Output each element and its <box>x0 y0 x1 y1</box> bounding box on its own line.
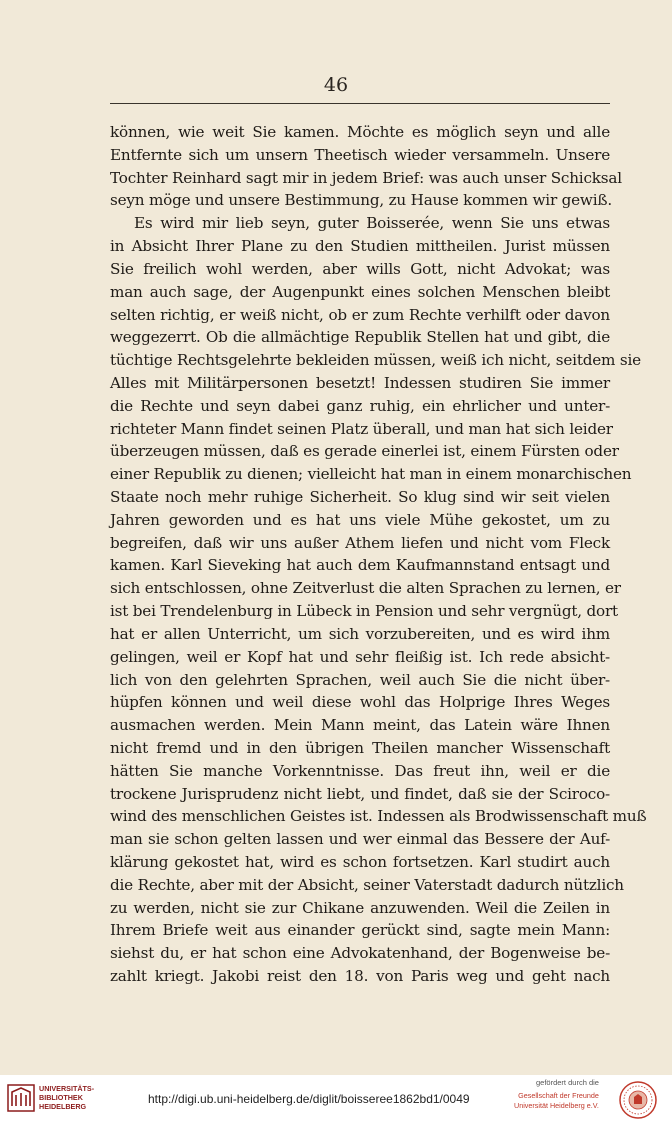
text-line: begreifen, daß wir uns außer Athem liefen und nicht vom Fleck <box>110 533 610 552</box>
page-number: 46 <box>323 74 349 96</box>
text-line: können, wie weit Sie kamen. Möchte es möglich seyn und alle <box>110 123 610 141</box>
text-line: in Absicht Ihrer Plane zu den Studien mittheilen. Jurist müssen <box>110 237 610 256</box>
library-name-line: BIBLIOTHEK <box>39 1093 83 1102</box>
library-name-line: UNIVERSITÄTS- <box>39 1084 95 1093</box>
text-line: richteter Mann findet seinen Platz überall, und man hat sich leider <box>110 419 613 438</box>
text-line: man sie schon gelten lassen und wer einmal das Bessere der Auf- <box>110 830 610 849</box>
text-line: die Rechte, aber mit der Absicht, seiner Vaterstadt dadurch nützlich <box>110 875 624 894</box>
text-line: gelingen, weil er Kopf hat und sehr fleißig ist. Ich rede absicht- <box>110 647 610 666</box>
text-line: die Rechte und seyn dabei ganz ruhig, ein ehrlicher und unter- <box>110 396 610 415</box>
text-line: kamen. Karl Sieveking hat auch dem Kaufmannstand entsagt und <box>110 556 610 575</box>
sponsor-name-line: Universität Heidelberg e.V. <box>514 1100 599 1110</box>
sponsor-caption: gefördert durch die <box>536 1078 599 1087</box>
text-line: seyn möge und unsere Bestimmung, zu Hause kommen wir gewiß. <box>110 191 612 210</box>
text-line: hätten Sie manche Vorkenntnisse. Das freut ihn, weil er die <box>110 761 610 780</box>
text-line: Tochter Reinhard sagt mir in jedem Brief: was auch unser Schicksal <box>110 168 622 187</box>
text-line: ausmachen werden. Mein Mann meint, das Latein wäre Ihnen <box>110 716 610 735</box>
text-line: zu werden, nicht sie zur Chikane anzuwenden. Weil die Zeilen in <box>110 898 610 917</box>
text-line: Ihrem Briefe weit aus einander gerückt sind, sagte mein Mann: <box>110 921 610 940</box>
text-line: Staate noch mehr ruhige Sicherheit. So klug sind wir seit vielen <box>110 488 610 506</box>
text-line: ist bei Trendelenburg in Lübeck in Pension und sehr vergnügt, dort <box>110 602 618 621</box>
text-line: hat er allen Unterricht, um sich vorzubereiten, und es wird ihm <box>110 624 610 643</box>
text-line: weggezerrt. Ob die allmächtige Republik Stellen hat und gibt, die <box>110 328 610 347</box>
university-seal-icon <box>618 1080 658 1120</box>
text-line: überzeugen müssen, daß es gerade einerlei ist, einem Fürsten oder <box>110 442 619 461</box>
text-line: Sie freilich wohl werden, aber wills Gott, nicht Advokat; was <box>110 259 610 278</box>
sponsor-name-line: Gesellschaft der Freunde <box>518 1091 599 1100</box>
text-line: siehst du, er hat schon eine Advokatenhand, der Bogenweise be- <box>110 944 610 963</box>
text-line: trockene Jurisprudenz nicht liebt, und findet, daß sie der Sciroco- <box>110 784 610 803</box>
university-library-logo-icon <box>7 1084 35 1112</box>
page-text <box>110 121 647 988</box>
library-name-line: HEIDELBERG <box>39 1102 87 1111</box>
text-line: sich entschlossen, ohne Zeitverlust die alten Sprachen zu lernen, er <box>110 579 621 598</box>
sponsor-name <box>514 1091 599 1110</box>
text-line: selten richtig, er weiß nicht, ob er zum Rechte verhilft oder davon <box>110 305 610 324</box>
text-line: zahlt kriegt. Jakobi reist den 18. von Paris weg und geht nach <box>110 967 610 986</box>
text-line: einer Republik zu dienen; vielleicht hat man in einem monarchischen <box>110 465 632 484</box>
library-name <box>39 1084 94 1111</box>
text-line: hüpfen können und weil diese wohl das Holprige Ihres Weges <box>110 693 610 712</box>
text-line: Es wird mir lieb seyn, guter Boisserée, wenn Sie uns etwas <box>134 214 610 233</box>
text-line: tüchtige Rechtsgelehrte bekleiden müssen, weiß ich nicht, seitdem sie <box>110 351 641 370</box>
text-line: lich von den gelehrten Sprachen, weil auch Sie die nicht über- <box>110 670 610 689</box>
text-line: nicht fremd und in den übrigen Theilen mancher Wissenschaft <box>110 738 610 757</box>
text-line: Alles mit Militärpersonen besetzt! Indessen studiren Sie immer <box>110 373 610 392</box>
text-line: Jahren geworden und es hat uns viele Mühe gekostet, um zu <box>110 510 610 529</box>
source-url[interactable]: http://digi.ub.uni-heidelberg.de/diglit/boisseree1862bd1/0049 <box>148 1092 470 1106</box>
text-line: man auch sage, der Augenpunkt eines solchen Menschen bleibt <box>110 282 610 301</box>
text-line: wind des menschlichen Geistes ist. Indessen als Brodwissenschaft muß <box>110 807 647 826</box>
digitization-footer <box>0 1075 672 1122</box>
text-line: Entfernte sich um unsern Theetisch wieder versammeln. Unsere <box>110 145 610 164</box>
text-line: klärung gekostet hat, wird es schon fortsetzen. Karl studirt auch <box>110 853 610 871</box>
header-rule <box>110 103 610 104</box>
